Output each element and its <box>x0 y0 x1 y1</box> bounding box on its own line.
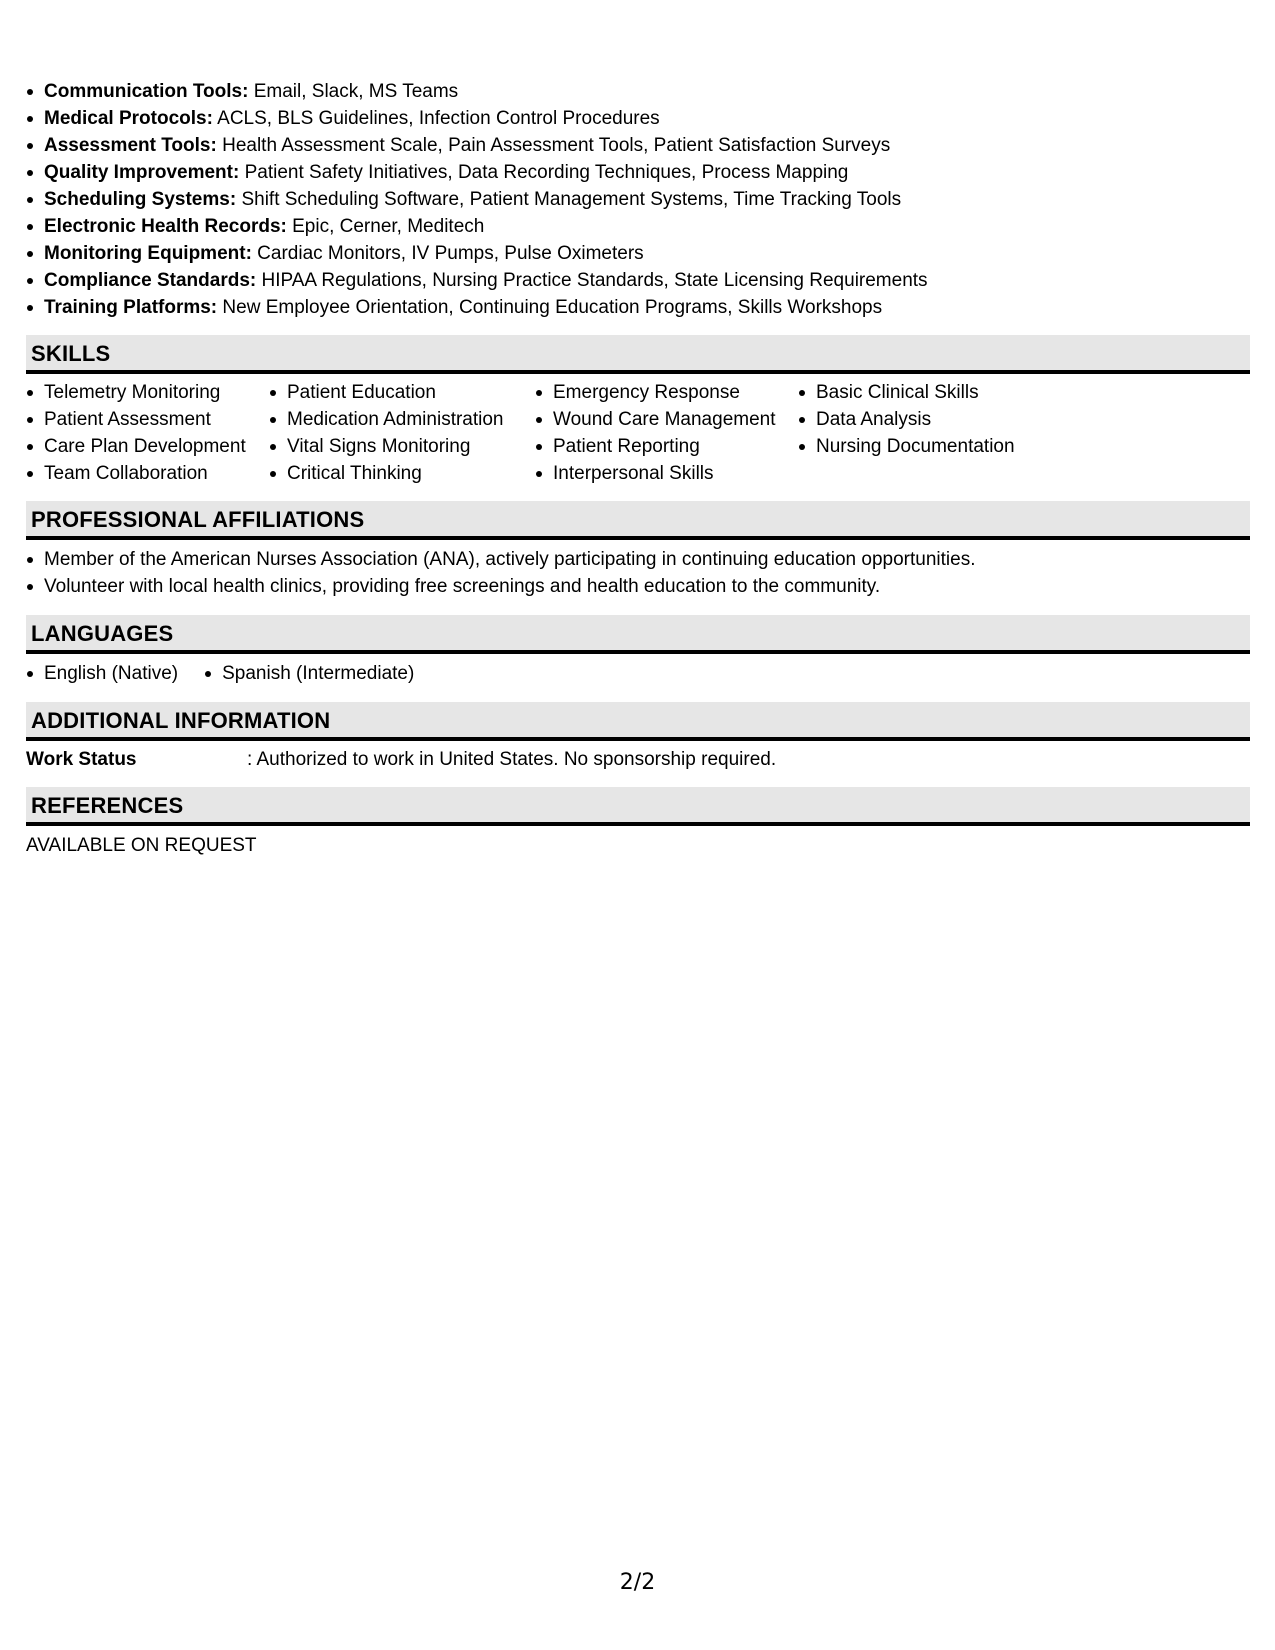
skill-item: Nursing Documentation <box>816 433 1078 460</box>
tool-category: Compliance Standards: <box>44 270 257 291</box>
page-number: 2/2 <box>619 1570 656 1595</box>
language-item: English (Native) <box>44 660 178 687</box>
technical-tools-list <box>26 78 1250 321</box>
affiliations-heading: PROFESSIONAL AFFILIATIONS <box>26 501 1250 540</box>
list-item <box>44 294 1250 321</box>
skill-item: Interpersonal Skills <box>553 460 798 487</box>
tool-values: Cardiac Monitors, IV Pumps, Pulse Oximeters <box>251 243 644 264</box>
tool-values: HIPAA Regulations, Nursing Practice Standards, State Licensing Requirements <box>256 270 928 291</box>
list-item <box>44 132 1250 159</box>
tool-category: Quality Improvement: <box>44 162 240 183</box>
tool-values: ACLS, BLS Guidelines, Infection Control Procedures <box>212 108 660 129</box>
affiliation-item: Volunteer with local health clinics, providing free screenings and health education to the community. <box>44 573 1250 600</box>
skill-item: Vital Signs Monitoring <box>287 433 535 460</box>
tool-values: Epic, Cerner, Meditech <box>286 216 485 237</box>
skill-item: Patient Assessment <box>44 406 269 433</box>
skill-item: Wound Care Management <box>553 406 798 433</box>
tool-category: Communication Tools: <box>44 81 249 102</box>
additional-information-heading: ADDITIONAL INFORMATION <box>26 702 1250 741</box>
skill-item: Medication Administration <box>287 406 535 433</box>
skill-item: Data Analysis <box>816 406 1078 433</box>
list-item <box>44 240 1250 267</box>
language-item: Spanish (Intermediate) <box>222 660 414 687</box>
skill-item: Patient Reporting <box>553 433 798 460</box>
list-item <box>44 186 1250 213</box>
work-status-value: : Authorized to work in United States. No sponsorship required. <box>247 749 777 770</box>
references-text: AVAILABLE ON REQUEST <box>26 835 257 856</box>
skill-item: Critical Thinking <box>287 460 535 487</box>
tool-category: Training Platforms: <box>44 297 218 318</box>
work-status-row <box>26 746 1250 773</box>
skills-column <box>798 379 1078 487</box>
languages-list <box>26 660 1250 687</box>
tool-category: Medical Protocols: <box>44 108 213 129</box>
skills-column <box>26 379 269 487</box>
skill-item: Emergency Response <box>553 379 798 406</box>
tool-values: Shift Scheduling Software, Patient Management Systems, Time Tracking Tools <box>236 189 902 210</box>
list-item <box>44 213 1250 240</box>
references-heading: REFERENCES <box>26 787 1250 826</box>
skills-grid <box>26 379 1250 487</box>
tool-values: Health Assessment Scale, Pain Assessment Tools, Patient Satisfaction Surveys <box>216 135 891 156</box>
work-status-label: Work Status <box>26 749 137 770</box>
list-item <box>44 267 1250 294</box>
tool-category: Assessment Tools: <box>44 135 217 156</box>
affiliations-list <box>26 546 1250 600</box>
skill-item: Team Collaboration <box>44 460 269 487</box>
tool-values: Email, Slack, MS Teams <box>248 81 459 102</box>
tool-category: Scheduling Systems: <box>44 189 237 210</box>
skill-item: Patient Education <box>287 379 535 406</box>
resume-page <box>26 78 1250 859</box>
skill-item: Telemetry Monitoring <box>44 379 269 406</box>
skills-column <box>535 379 798 487</box>
affiliation-item: Member of the American Nurses Association (ANA), actively participating in continuing education opportunities. <box>44 546 1250 573</box>
list-item <box>44 105 1250 132</box>
tool-category: Electronic Health Records: <box>44 216 287 237</box>
skills-column <box>269 379 535 487</box>
list-item <box>44 159 1250 186</box>
tool-category: Monitoring Equipment: <box>44 243 252 264</box>
tool-values: Patient Safety Initiatives, Data Recording Techniques, Process Mapping <box>239 162 849 183</box>
skill-item: Care Plan Development <box>44 433 269 460</box>
list-item <box>44 78 1250 105</box>
skills-heading: SKILLS <box>26 335 1250 374</box>
languages-heading: LANGUAGES <box>26 615 1250 654</box>
skill-item: Basic Clinical Skills <box>816 379 1078 406</box>
tool-values: New Employee Orientation, Continuing Education Programs, Skills Workshops <box>217 297 883 318</box>
